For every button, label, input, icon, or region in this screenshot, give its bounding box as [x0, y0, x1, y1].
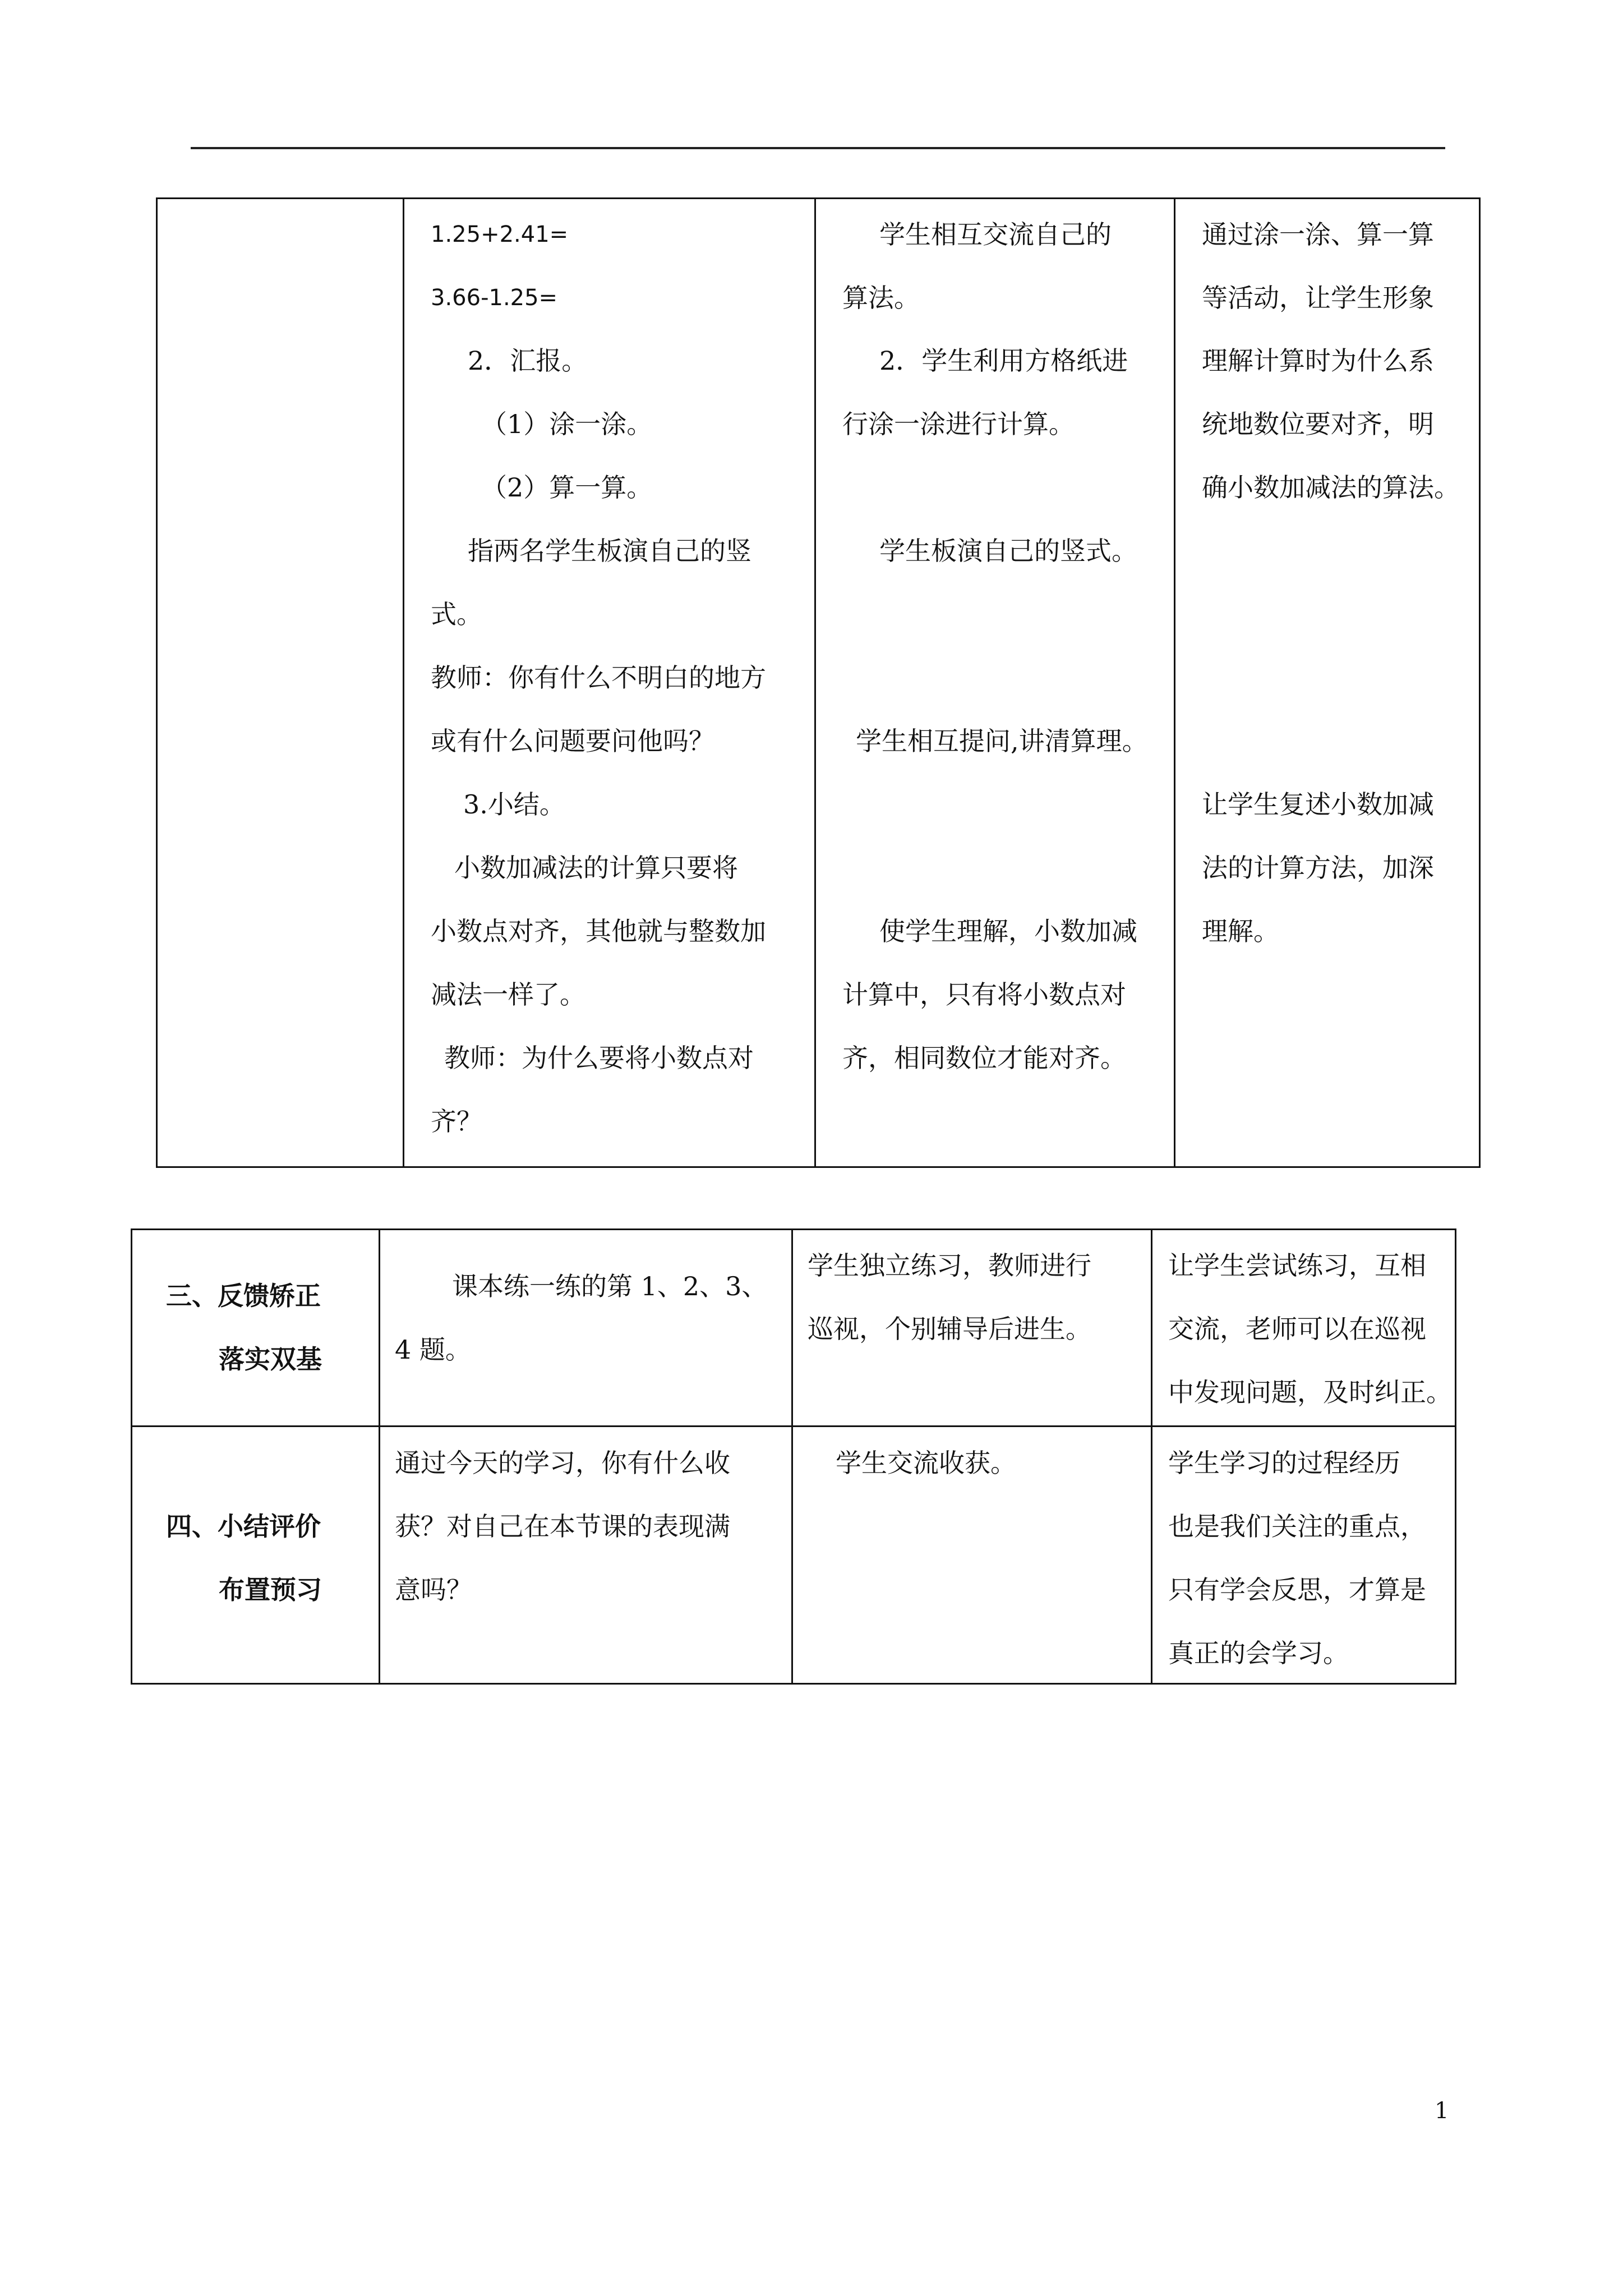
- table1-col2-line: 1.25+2.41=: [431, 222, 569, 247]
- content-line: 4 题。: [395, 1335, 471, 1365]
- table1-col3-line: 行涂一涂进行计算。: [842, 409, 1075, 439]
- student-line: 巡视，个别辅导后进生。: [808, 1314, 1091, 1344]
- student-line: 学生交流收获。: [836, 1448, 1016, 1478]
- table1-col4-line: 理解。: [1202, 916, 1279, 946]
- table1-col2-line: 2．汇报。: [468, 346, 588, 376]
- table1-col3-line: 学生相互提问,讲清算理。: [856, 726, 1148, 756]
- table1-col-divider: [1174, 197, 1175, 1168]
- purpose-line: 只有学会反思，才算是: [1168, 1575, 1426, 1605]
- table2-col-divider: [1151, 1228, 1152, 1685]
- table1-col4-line: 让学生复述小数加减: [1202, 789, 1434, 820]
- table1-border: [156, 197, 1481, 1168]
- content-line: 课本练一练的第 1、2、3、: [452, 1271, 768, 1301]
- table1-col3-line: 使学生理解，小数加减: [879, 916, 1137, 946]
- table1-col-divider: [814, 197, 816, 1168]
- table1-col-divider: [403, 197, 404, 1168]
- table1-col2-line: 指两名学生板演自己的竖: [468, 536, 751, 566]
- table1-col3-line: 齐，相同数位才能对齐。: [842, 1043, 1126, 1073]
- table1-col3-line: 2．学生利用方格纸进: [879, 346, 1128, 376]
- table2-col-divider: [379, 1228, 380, 1685]
- stage-title: 四、小结评价: [166, 1511, 321, 1542]
- content-line: 通过今天的学习，你有什么收: [395, 1448, 730, 1478]
- table1-col2-line: 小数加减法的计算只要将: [454, 853, 738, 883]
- stage-subtitle: 布置预习: [219, 1575, 322, 1605]
- table1-col3-line: 算法。: [842, 283, 920, 313]
- content-line: 意吗？: [395, 1575, 472, 1605]
- table1-col3-line: 学生板演自己的竖式。: [879, 536, 1137, 566]
- header-rule: [191, 147, 1445, 149]
- purpose-line: 学生学习的过程经历: [1168, 1448, 1400, 1478]
- table1-col2-line: 3.66-1.25=: [431, 285, 558, 311]
- table1-col4-line: 等活动，让学生形象: [1202, 283, 1434, 313]
- table1-col4-line: 理解计算时为什么系: [1202, 346, 1434, 376]
- table1-col2-line: 小数点对齐，其他就与整数加: [431, 916, 766, 946]
- table2-row-divider: [131, 1425, 1456, 1427]
- purpose-line: 也是我们关注的重点，: [1168, 1511, 1426, 1542]
- table1-col4-line: 法的计算方法，加深: [1202, 853, 1434, 883]
- purpose-line: 真正的会学习。: [1168, 1638, 1349, 1668]
- table2-col-divider: [791, 1228, 793, 1685]
- page-number: 1: [1435, 2098, 1449, 2124]
- table1-col2-line: 式。: [431, 599, 482, 629]
- table1-col2-line: 教师：为什么要将小数点对: [444, 1043, 754, 1073]
- table1-col2-line: 3.小结。: [463, 789, 565, 820]
- stage-subtitle: 落实双基: [219, 1344, 322, 1374]
- content-line: 获？对自己在本节课的表现满: [395, 1511, 730, 1542]
- table1-col2-line: 齐？: [431, 1106, 482, 1137]
- table1-col2-line: 或有什么问题要问他吗？: [431, 726, 714, 756]
- table1-col4-line: 通过涂一涂、算一算: [1202, 219, 1434, 250]
- table1-col2-line: （1）涂一涂。: [481, 409, 653, 439]
- table1-col3-line: 学生相互交流自己的: [879, 219, 1112, 250]
- purpose-line: 中发现问题，及时纠正。: [1168, 1377, 1452, 1407]
- stage-title: 三、反馈矫正: [166, 1281, 321, 1311]
- table1-col4-line: 确小数加减法的算法。: [1202, 472, 1460, 503]
- purpose-line: 交流，老师可以在巡视: [1168, 1314, 1426, 1344]
- student-line: 学生独立练习，教师进行: [808, 1250, 1091, 1281]
- table1-col4-line: 统地数位要对齐，明: [1202, 409, 1434, 439]
- table1-col3-line: 计算中，只有将小数点对: [842, 979, 1126, 1010]
- purpose-line: 让学生尝试练习，互相: [1168, 1250, 1426, 1281]
- table1-col2-line: 教师：你有什么不明白的地方: [431, 662, 766, 693]
- table1-col2-line: （2）算一算。: [481, 472, 653, 503]
- table1-col2-line: 减法一样了。: [431, 979, 585, 1010]
